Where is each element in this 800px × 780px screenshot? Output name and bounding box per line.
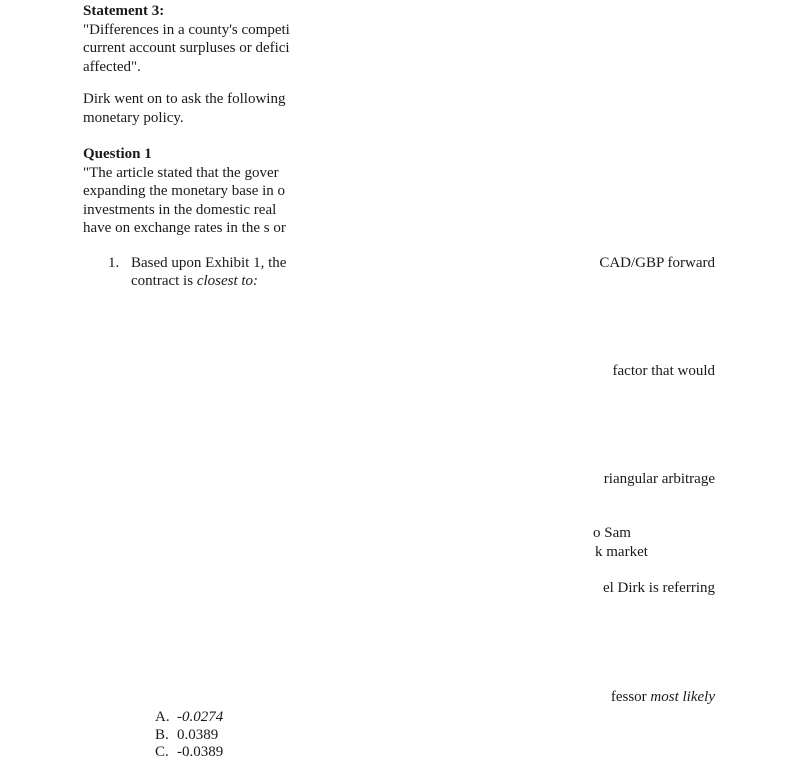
answer-options (155, 709, 223, 762)
question-1-line-1: "The article stated that the gover (83, 164, 279, 181)
answer-value-b: 0.0389 (177, 726, 219, 743)
answer-option-a[interactable] (155, 709, 223, 727)
transition-line-2: monetary policy. (83, 109, 184, 126)
right-fragment-1: factor that would (612, 363, 715, 379)
statement-3-line-1: "Differences in a county's competi (83, 21, 290, 38)
question-1-block (83, 145, 305, 238)
answer-option-c[interactable] (155, 744, 223, 762)
answer-option-b[interactable] (155, 727, 223, 745)
answer-letter-b: B. (155, 726, 169, 743)
last-fragment-italic: most likely (650, 689, 715, 705)
item-1-line-2-prefix: contract is (131, 273, 197, 289)
answer-letter-a: A. (155, 709, 170, 725)
answer-letter-c: C. (155, 744, 169, 760)
right-fragment-3: o Sam (593, 525, 631, 541)
last-right-fragment (611, 688, 715, 706)
statement-3-block (83, 2, 305, 76)
statement-3-line-3: affected". (83, 58, 141, 75)
answer-value-c: -0.0389 (177, 744, 224, 760)
statement-3-line-2: current account surpluses or defici (83, 40, 290, 56)
right-fragment-2: riangular arbitrage (603, 471, 715, 487)
item-1-line-1: Based upon Exhibit 1, the (131, 255, 287, 271)
item-1 (108, 254, 308, 290)
right-fragment-5: el Dirk is referring (602, 580, 715, 596)
question-1-heading: Question 1 (83, 146, 152, 162)
question-1-line-3: investments in the domestic real (83, 201, 277, 218)
statement-3-heading: Statement 3: (83, 3, 165, 19)
item-1-right-fragment: CAD/GBP forward (599, 255, 715, 271)
question-1-line-2: expanding the monetary base in o (83, 183, 286, 199)
question-1-line-4: have on exchange rates in the s or (83, 220, 286, 236)
transition-line-1: Dirk went on to ask the following (83, 91, 286, 107)
item-1-number: 1. (108, 255, 120, 271)
answer-value-a: -0.0274 (177, 709, 224, 725)
last-fragment-prefix: fessor (610, 689, 651, 705)
transition-paragraph (83, 90, 305, 127)
right-fragment-4: k market (595, 544, 648, 560)
item-1-line-2-italic: closest to: (196, 273, 259, 289)
